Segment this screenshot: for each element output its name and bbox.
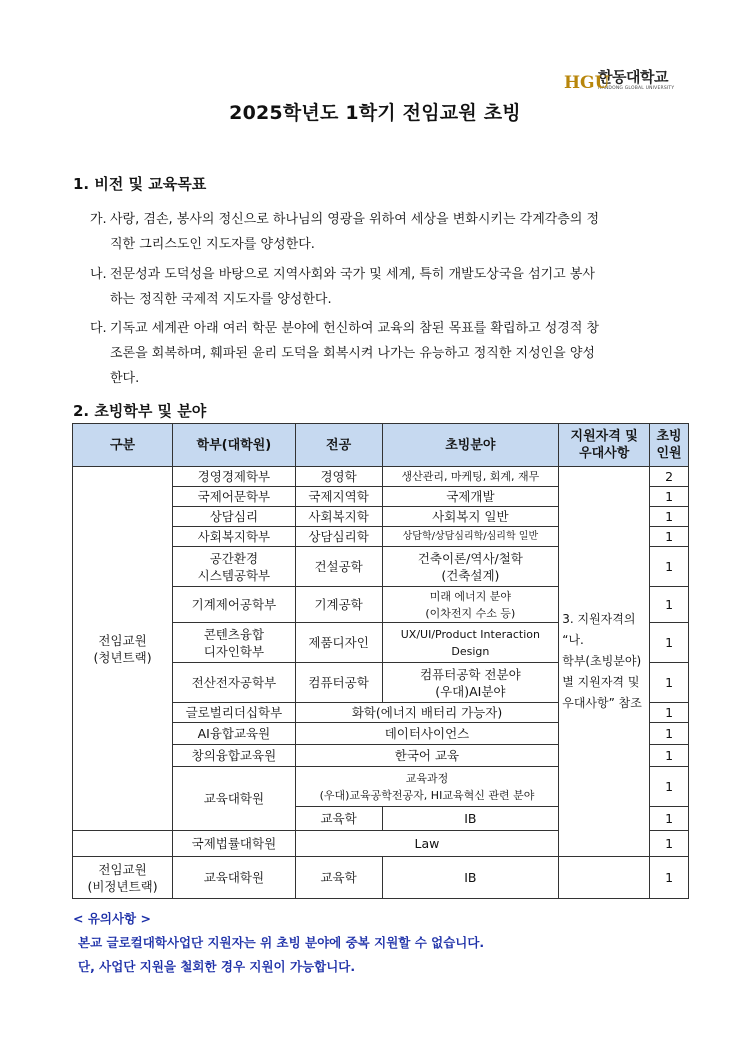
major-cell: 기계공학 [295,587,382,623]
vision-text: 전문성과 도덕성을 바탕으로 지역사회와 국가 및 세계, 특히 개발도상국을 섬기고 봉사 [110,267,595,282]
count-cell: 1 [650,767,689,807]
count-cell: 2 [650,467,689,487]
category-cell: 전임교원 (청년트랙) [73,467,173,831]
dept-cell: AI융합교육원 [173,723,296,745]
major-cell: 컴퓨터공학 [295,663,382,703]
vision-marker: 가. [90,212,107,227]
field-cell: 데이터사이언스 [295,723,559,745]
field-cell: 한국어 교육 [295,745,559,767]
field-cell: 건축이론/역사/철학 (건축설계) [382,547,559,587]
logo-name: 한동대학교 [598,68,668,87]
dept-cell: 국제법률대학원 [173,831,296,857]
university-logo [564,66,674,96]
notice-block [73,907,484,979]
count-cell: 1 [650,547,689,587]
major-cell: 국제지역학 [295,487,382,507]
vision-text: 한다. [110,371,140,386]
logo-mark-text: HGU [564,73,610,93]
dept-cell: 상담심리 [173,507,296,527]
dept-cell: 기계제어공학부 [173,587,296,623]
field-cell: IB [382,807,559,831]
count-cell: 1 [650,703,689,723]
vision-text: 조론을 회복하며, 훼파된 윤리 도덕을 회복시켜 나가는 유능하고 정직한 지성인을 양성 [110,346,595,361]
field-cell: 국제개발 [382,487,559,507]
logo-emblem [564,66,610,96]
vision-item-2 [90,262,690,312]
dept-cell: 교육대학원 [173,857,296,899]
category-cell [73,831,173,857]
major-cell: 교육학 [295,857,382,899]
count-cell: 1 [650,723,689,745]
qualification-cell [559,857,650,899]
field-cell: UX/UI/Product Interaction Design [382,623,559,663]
qualification-cell: 3. 지원자격의 “나. 학부(초빙분야) 별 지원자격 및 우대사항” 참조 [559,467,650,857]
vision-text: 하는 정직한 국제적 지도자를 양성한다. [110,292,332,307]
header-count: 초빙 인원 [650,424,689,467]
count-cell: 1 [650,527,689,547]
major-cell: 교육학 [295,807,382,831]
recruitment-table [72,423,689,899]
major-cell: 상담심리학 [295,527,382,547]
count-cell: 1 [650,623,689,663]
notice-heading: < 유의사항 > [73,911,151,926]
dept-cell: 콘텐츠융합 디자인학부 [173,623,296,663]
header-field: 초빙분야 [382,424,559,467]
table-row [73,857,689,899]
field-cell: 생산관리, 마케팅, 회계, 재무 [382,467,559,487]
section2-heading: 2. 초빙학부 및 분야 [73,402,207,420]
dept-cell: 공간환경 시스템공학부 [173,547,296,587]
logo-subtitle: HANDONG GLOBAL UNIVERSITY [598,86,675,92]
field-cell: 화학(에너지 배터리 가능자) [295,703,559,723]
dept-cell: 창의융합교육원 [173,745,296,767]
count-cell: 1 [650,831,689,857]
header-qualification: 지원자격 및 우대사항 [559,424,650,467]
header-dept: 학부(대학원) [173,424,296,467]
dept-cell: 국제어문학부 [173,487,296,507]
count-cell: 1 [650,663,689,703]
count-cell: 1 [650,487,689,507]
header-category: 구분 [73,424,173,467]
dept-cell: 경영경제학부 [173,467,296,487]
dept-cell: 전산전자공학부 [173,663,296,703]
count-cell: 1 [650,745,689,767]
dept-cell: 사회복지학부 [173,527,296,547]
notice-line: 단, 사업단 지원을 철회한 경우 지원이 가능합니다. [78,959,356,974]
field-cell: 교육과정 (우대)교육공학전공자, HI교육혁신 관련 분야 [295,767,559,807]
major-cell: 건설공학 [295,547,382,587]
vision-text: 기독교 세계관 아래 여러 학문 분야에 헌신하여 교육의 참된 목표를 확립하고 성경적 창 [110,321,600,336]
field-cell: 미래 에너지 분야 (이차전지 수소 등) [382,587,559,623]
major-cell: 경영학 [295,467,382,487]
field-cell: Law [295,831,559,857]
count-cell: 1 [650,807,689,831]
major-cell: 제품디자인 [295,623,382,663]
vision-text: 사랑, 겸손, 봉사의 정신으로 하나님의 영광을 위하여 세상을 변화시키는 각계각층의 정 [110,212,600,227]
vision-marker: 다. [90,321,107,336]
table-row [73,467,689,487]
vision-item-1 [90,207,690,257]
count-cell: 1 [650,587,689,623]
section1-heading: 1. 비전 및 교육목표 [73,175,207,193]
page-title: 2025학년도 1학기 전임교원 초빙 [229,102,521,124]
vision-marker: 나. [90,267,107,282]
count-cell: 1 [650,857,689,899]
vision-item-3 [90,316,690,391]
category-cell: 전임교원 (비정년트랙) [73,857,173,899]
count-cell: 1 [650,507,689,527]
field-cell: IB [382,857,559,899]
vision-text: 직한 그리스도인 지도자를 양성한다. [110,237,315,252]
dept-cell: 교육대학원 [173,767,296,831]
header-major: 전공 [295,424,382,467]
dept-cell: 글로벌리더십학부 [173,703,296,723]
major-cell: 사회복지학 [295,507,382,527]
field-cell: 컴퓨터공학 전분야 (우대)AI분야 [382,663,559,703]
field-cell: 상담학/상담심리학/심리학 일반 [382,527,559,547]
field-cell: 사회복지 일반 [382,507,559,527]
table-header-row [73,424,689,467]
notice-line: 본교 글로컬대학사업단 지원자는 위 초빙 분야에 중복 지원할 수 없습니다. [78,935,485,950]
